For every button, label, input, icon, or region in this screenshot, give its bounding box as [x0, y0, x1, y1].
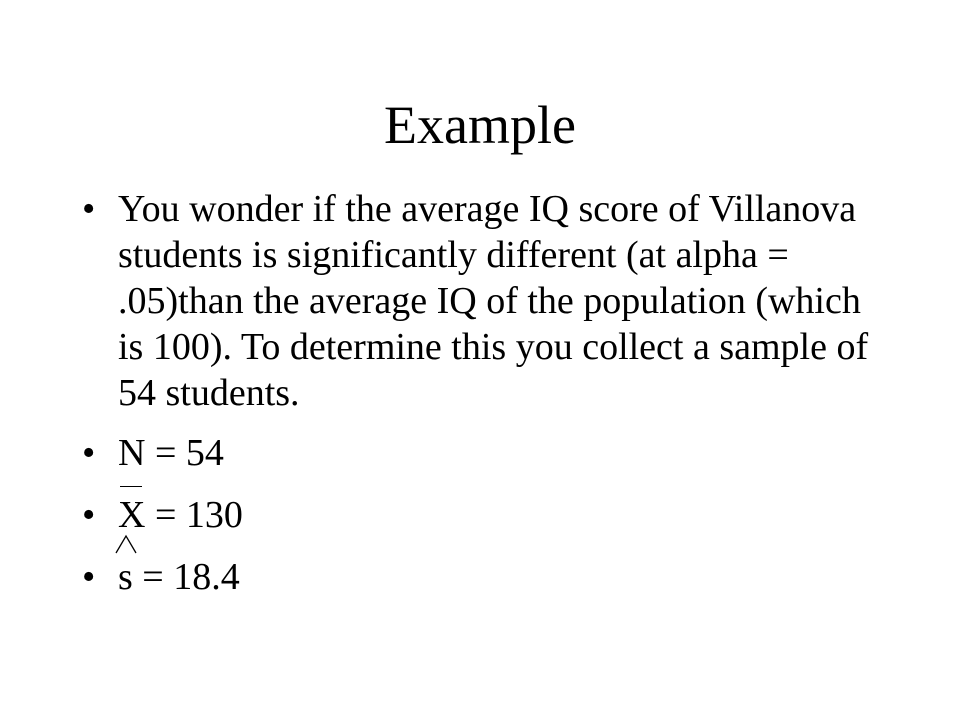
- bullet-paragraph: [82, 186, 882, 416]
- slide-title: Example: [384, 95, 576, 155]
- bullet-sd: [82, 554, 882, 600]
- mean-value: = 130: [145, 494, 243, 536]
- bullet-dot: •: [82, 432, 96, 474]
- overbar-mark: [120, 486, 142, 487]
- bullet-mean: [82, 492, 882, 538]
- s-hat-letter: s: [118, 556, 133, 598]
- x-bar-letter: X: [118, 494, 146, 536]
- bullet-dot: •: [82, 556, 96, 598]
- paragraph-text: You wonder if the average IQ score of Villanova students is significantly different (at alpha = .05)than the average IQ of the population (which is 100). To determine this you collect a sample of 54 students.: [118, 188, 869, 414]
- bullet-n: [82, 430, 882, 476]
- bullet-dot: •: [82, 494, 96, 536]
- n-value: N = 54: [118, 432, 224, 474]
- hat-mark: [114, 534, 138, 554]
- x-bar-symbol: [118, 492, 145, 538]
- sd-value: = 18.4: [132, 556, 240, 598]
- bullet-list: [82, 186, 882, 600]
- bullet-dot: •: [82, 188, 96, 230]
- s-hat-symbol: [118, 554, 133, 600]
